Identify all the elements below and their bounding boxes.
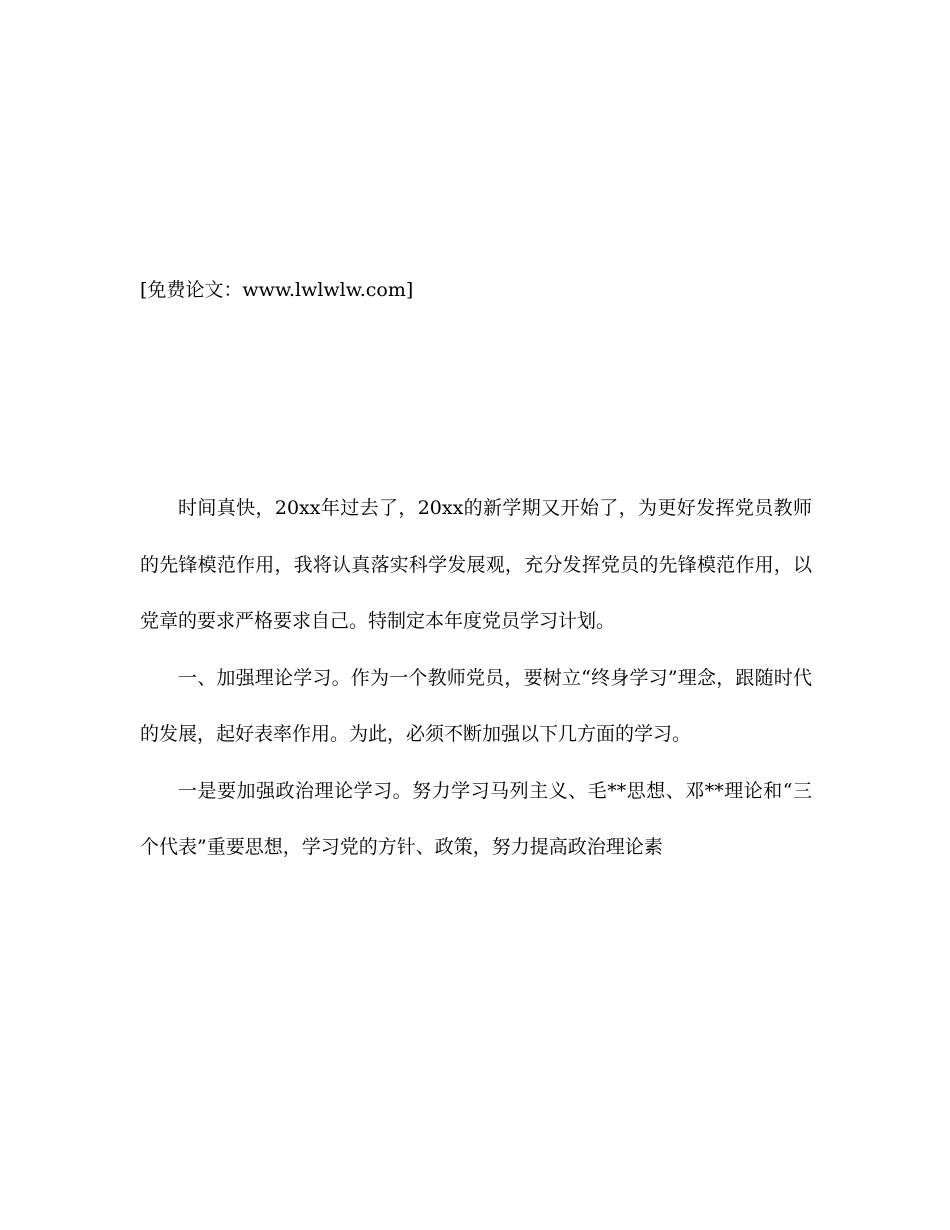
paragraph-political-study: 一是要加强政治理论学习。努力学习马列主义、毛**思想、邓**理论和“三个代表”重要思想，学习党的方针、政策，努力提高政治理论素 — [140, 779, 812, 858]
paragraph-intro: 时间真快，20xx年过去了，20xx的新学期又开始了，为更好发挥党员教师的先锋模范作用，我将认真落实科学发展观，充分发挥党员的先锋模范作用，以党章的要求严格要求自己。特制定本年度党员学习计划。 — [140, 497, 812, 632]
document-body — [140, 480, 812, 876]
source-note: [免费论文：www.lwlwlw.com] — [140, 279, 414, 301]
paragraph-section-one: 一、加强理论学习。作为一个教师党员，要树立“终身学习”理念，跟随时代的发展，起好表率作用。为此，必须不断加强以下几方面的学习。 — [140, 666, 812, 745]
